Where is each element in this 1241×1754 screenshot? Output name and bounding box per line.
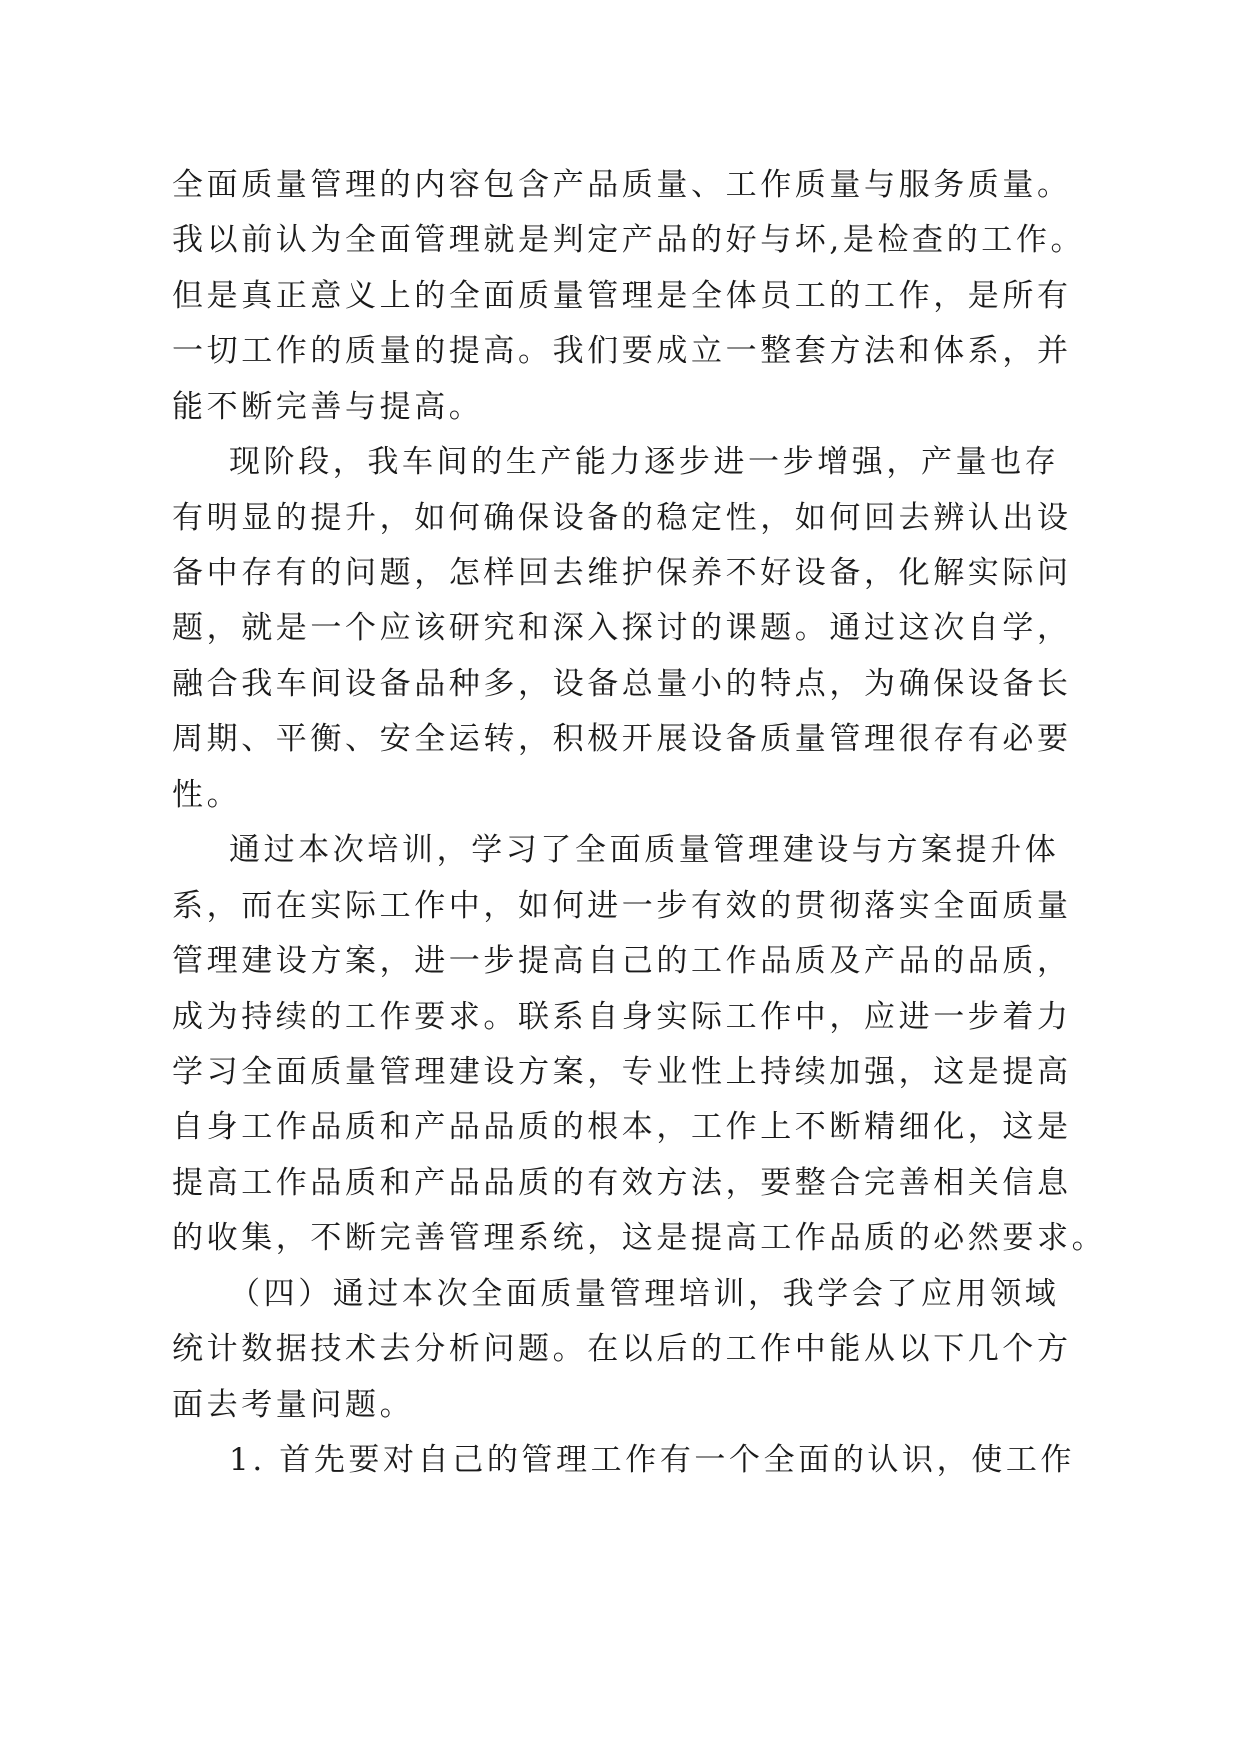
- text-line-23: 面去考量问题。: [172, 1387, 415, 1423]
- text-line-14: 系，而在实际工作中，如何进一步有效的贯彻落实全面质量: [172, 888, 1072, 924]
- text-line-15: 管理建设方案，进一步提高自己的工作品质及产品的品质，: [172, 943, 1072, 979]
- text-line-4: 一切工作的质量的提高。我们要成立一整套方法和体系，并: [172, 333, 1072, 369]
- text-line-12: 性。: [172, 777, 242, 813]
- text-line-7: 有明显的提升，如何确保设备的稳定性，如何回去辨认出设: [172, 500, 1072, 536]
- text-line-3: 但是真正意义上的全面质量管理是全体员工的工作，是所有: [172, 278, 1072, 314]
- text-line-20: 的收集，不断完善管理系统，这是提高工作品质的必然要求。: [172, 1220, 1107, 1256]
- text-line-13: 通过本次培训，学习了全面质量管理建设与方案提升体: [229, 832, 1060, 868]
- text-line-16: 成为持续的工作要求。联系自身实际工作中，应进一步着力: [172, 999, 1072, 1035]
- text-line-22: 统计数据技术去分析问题。在以后的工作中能从以下几个方: [172, 1331, 1072, 1367]
- text-line-6: 现阶段，我车间的生产能力逐步进一步增强，产量也存: [229, 444, 1060, 480]
- text-line-17: 学习全面质量管理建设方案，专业性上持续加强，这是提高: [172, 1054, 1072, 1090]
- text-line-11: 周期、平衡、安全运转，积极开展设备质量管理很存有必要: [172, 721, 1072, 757]
- text-line-5: 能不断完善与提高。: [172, 389, 484, 425]
- text-line-18: 自身工作品质和产品品质的根本，工作上不断精细化，这是: [172, 1109, 1072, 1145]
- text-line-19: 提高工作品质和产品品质的有效方法，要整合完善相关信息: [172, 1165, 1072, 1201]
- text-line-2: 我以前认为全面管理就是判定产品的好与坏,是检查的工作。: [172, 222, 1086, 258]
- text-line-10: 融合我车间设备品种多，设备总量小的特点，为确保设备长: [172, 666, 1072, 702]
- text-line-1: 全面质量管理的内容包含产品质量、工作质量与服务质量。: [172, 167, 1072, 203]
- text-line-24: 1. 首先要对自己的管理工作有一个全面的认识，使工作: [229, 1442, 1076, 1478]
- text-line-8: 备中存有的问题，怎样回去维护保养不好设备，化解实际问: [172, 555, 1072, 591]
- text-line-9: 题，就是一个应该研究和深入探讨的课题。通过这次自学，: [172, 610, 1072, 646]
- text-line-21: （四）通过本次全面质量管理培训，我学会了应用领域: [229, 1276, 1060, 1312]
